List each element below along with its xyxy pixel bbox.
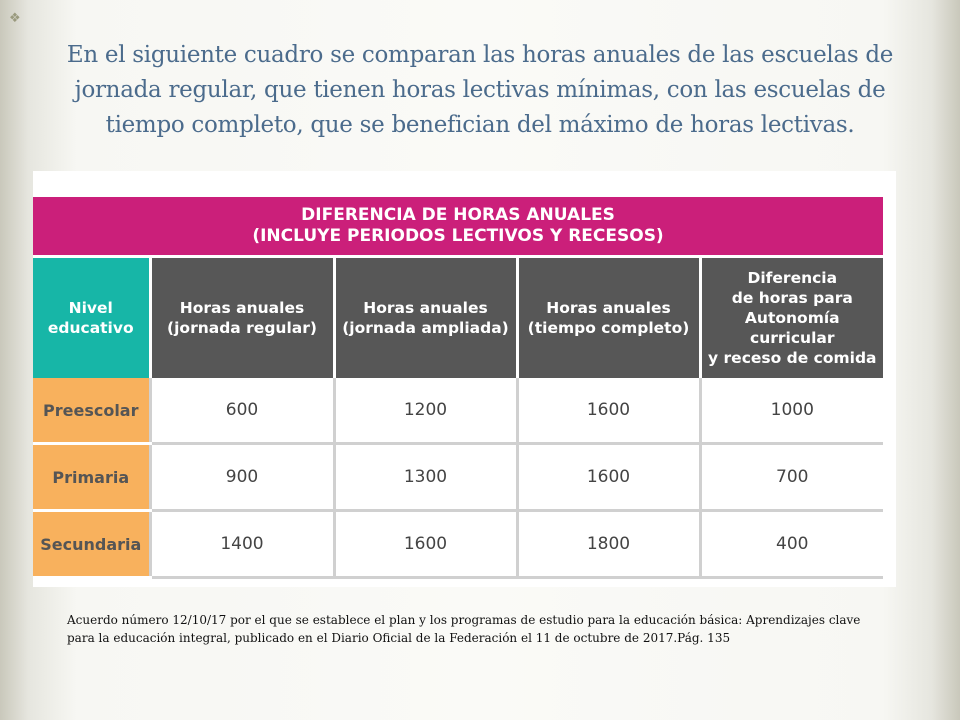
value-cell: 1400 (150, 511, 334, 578)
table-row-preescolar (33, 378, 883, 444)
value-cell: 1600 (517, 378, 700, 444)
value-cell: 1000 (700, 378, 883, 444)
header-line: Horas anuales (363, 299, 488, 317)
table-row-secundaria (33, 511, 883, 578)
column-header-diferencia (700, 257, 883, 379)
value-cell: 1600 (517, 444, 700, 511)
header-line: Diferencia (747, 269, 838, 287)
slide-heading: En el siguiente cuadro se comparan las horas anuales de las escuelas de jornada regular, que tienen horas lectivas mínimas, con las escuelas de tiempo completo, que se benefician del máximo de horas lectivas. (66, 42, 894, 138)
slide-bullet-icon: ❖ (9, 11, 21, 26)
column-header-jornada-regular (150, 257, 334, 379)
header-line: y receso de comida (708, 349, 877, 367)
value-cell: 400 (700, 511, 883, 578)
value-cell: 1200 (334, 378, 517, 444)
value-cell: 600 (150, 378, 334, 444)
table-row-primaria (33, 444, 883, 511)
value-cell: 1800 (517, 511, 700, 578)
level-cell: Primaria (33, 444, 150, 511)
header-line: de horas para (731, 289, 853, 307)
header-line: (tiempo completo) (527, 319, 690, 337)
value-cell: 900 (150, 444, 334, 511)
column-header-nivel (33, 257, 150, 379)
level-cell: Preescolar (33, 378, 150, 444)
value-cell: 700 (700, 444, 883, 511)
header-line: Nivel (68, 299, 113, 317)
column-header-jornada-ampliada (334, 257, 517, 379)
level-cell: Secundaria (33, 511, 150, 578)
column-header-tiempo-completo (517, 257, 700, 379)
header-line: (jornada ampliada) (342, 319, 509, 337)
table-title (33, 197, 883, 257)
value-cell: 1600 (334, 511, 517, 578)
header-line: Horas anuales (546, 299, 671, 317)
table-title-line-1: DIFERENCIA DE HORAS ANUALES (301, 205, 615, 225)
source-citation: Acuerdo número 12/10/17 por el que se establece el plan y los programas de estudio para la educación básica: Aprendizajes clave para la educación integral, publicado en el Diario Oficial de la Federación el 11 de octubre de 2017.Pág. 135 (67, 613, 861, 645)
header-line: (jornada regular) (167, 319, 317, 337)
hours-table (33, 197, 883, 579)
header-line: Horas anuales (179, 299, 305, 317)
value-cell: 1300 (334, 444, 517, 511)
table-image (33, 171, 896, 587)
header-line: educativo (47, 319, 134, 337)
table-title-line-2: (INCLUYE PERIODOS LECTIVOS Y RECESOS) (252, 226, 664, 246)
header-line: Autonomía curricular (744, 309, 840, 347)
